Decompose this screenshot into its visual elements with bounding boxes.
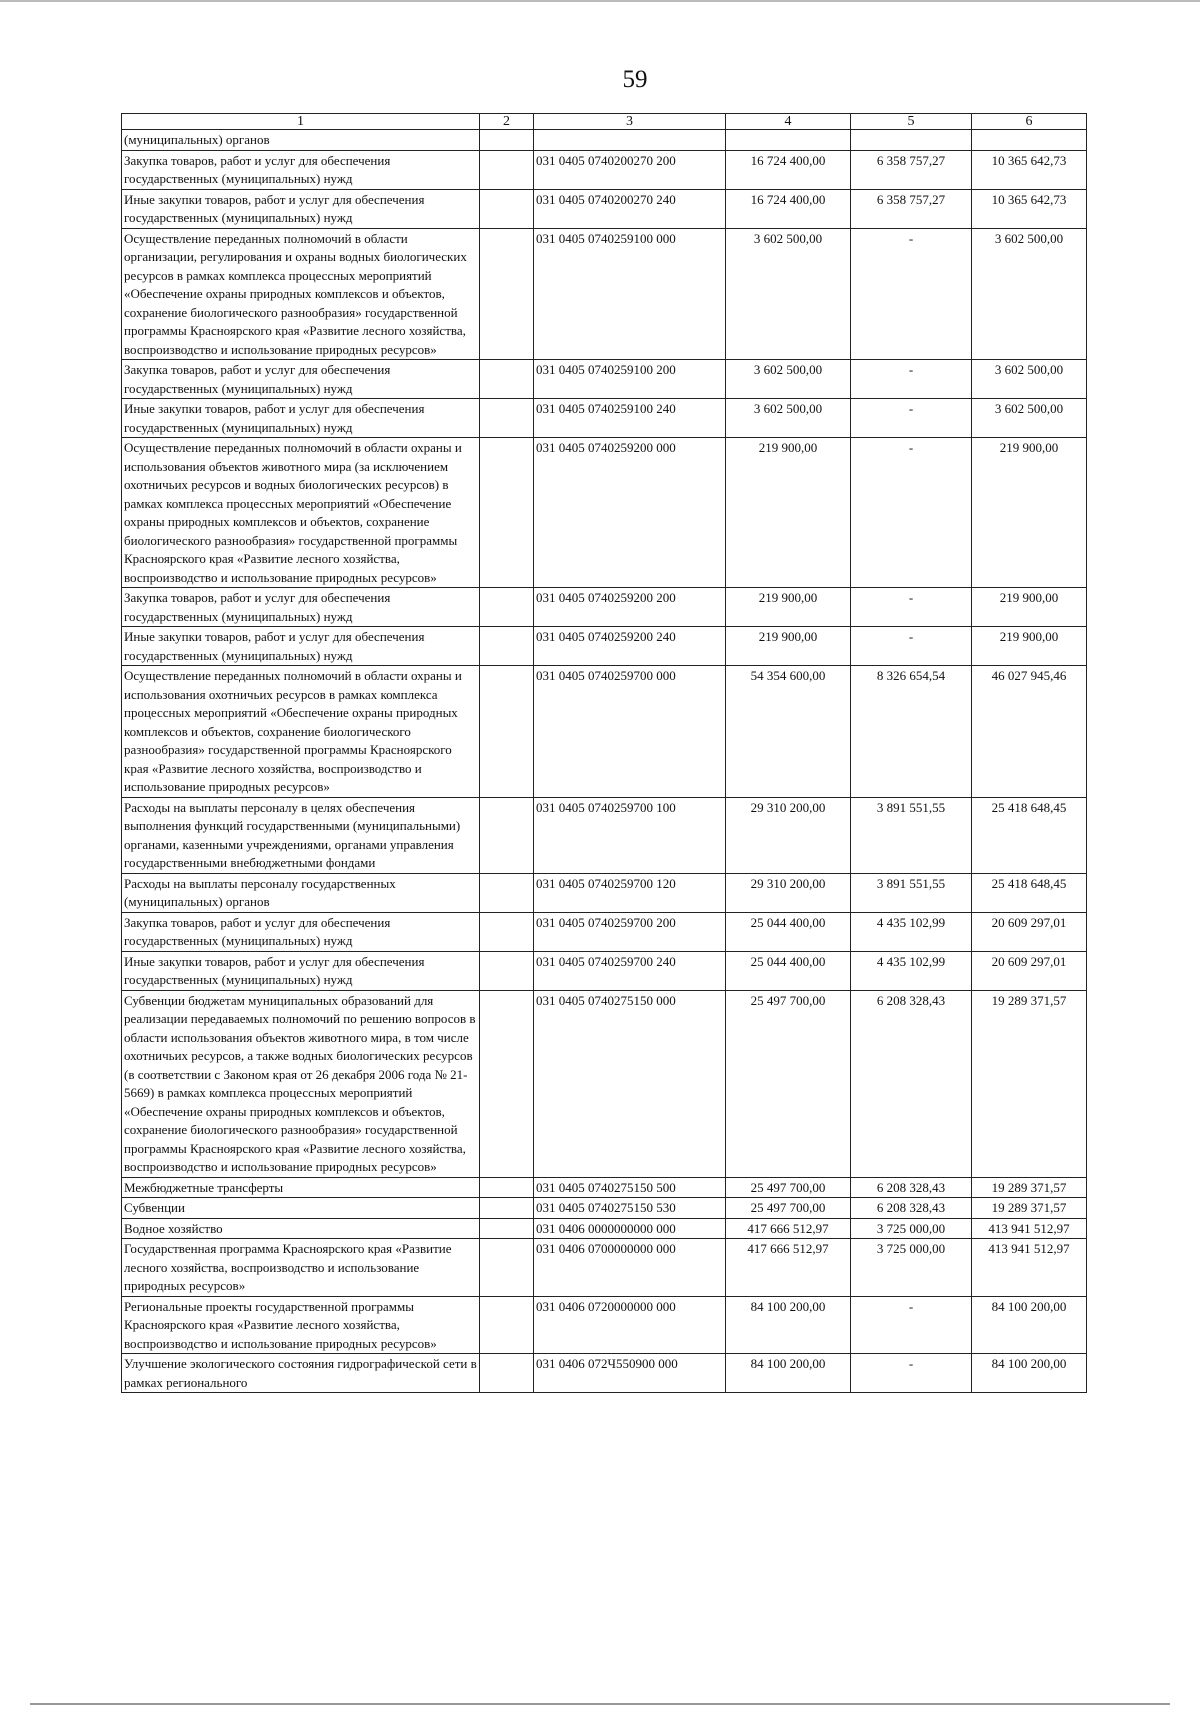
table-row: [122, 1177, 1087, 1198]
row-code-cell: 031 0406 0720000000 000: [534, 1296, 726, 1354]
row-name-cell: Осуществление переданных полномочий в области охраны и использования объектов животного мира (за исключением охотничьих ресурсов и водных биологических ресурсов) в рамках комплекса процессных мероприятий «Обеспечение охраны природных комплексов и объектов, сохранение биологического разнообразия» государственной программы Красноярского края «Развитие лесного хозяйства, воспроизводство и использование природных ресурсов»: [122, 438, 480, 588]
row-value-4-cell: 84 100 200,00: [726, 1296, 851, 1354]
row-value-5-cell: 6 358 757,27: [851, 189, 972, 228]
column-number-row: [122, 114, 1087, 130]
row-value-5-cell: -: [851, 1354, 972, 1393]
row-name-cell: Региональные проекты государственной программы Красноярского края «Развитие лесного хозяйства, воспроизводство и использование природных ресурсов»: [122, 1296, 480, 1354]
row-value-6-cell: 219 900,00: [972, 438, 1087, 588]
table-row: [122, 1218, 1087, 1239]
row-value-4-cell: 25 497 700,00: [726, 990, 851, 1177]
row-value-5-cell: 3 725 000,00: [851, 1239, 972, 1297]
table-row: [122, 1296, 1087, 1354]
column-header: 4: [726, 114, 851, 130]
row-col2-cell: [480, 438, 534, 588]
table-row: [122, 990, 1087, 1177]
table-row: [122, 1354, 1087, 1393]
row-value-6-cell: 25 418 648,45: [972, 797, 1087, 873]
row-value-5-cell: 3 891 551,55: [851, 873, 972, 912]
row-code-cell: 031 0405 0740259100 000: [534, 228, 726, 360]
page-number: 59: [622, 66, 648, 93]
row-value-4-cell: 25 044 400,00: [726, 951, 851, 990]
row-col2-cell: [480, 189, 534, 228]
row-value-6-cell: 3 602 500,00: [972, 228, 1087, 360]
row-name-cell: Улучшение экологического состояния гидрографической сети в рамках регионального: [122, 1354, 480, 1393]
row-value-5-cell: 6 358 757,27: [851, 150, 972, 189]
row-code-cell: 031 0406 0000000000 000: [534, 1218, 726, 1239]
row-value-6-cell: [972, 130, 1087, 151]
row-name-cell: Закупка товаров, работ и услуг для обеспечения государственных (муниципальных) нужд: [122, 912, 480, 951]
row-name-cell: Субвенции бюджетам муниципальных образований для реализации передаваемых полномочий по решению вопросов в области использования объектов животного мира, в том числе охотничьих ресурсов, а также водных биологических ресурсов (в соответствии с Законом края от 26 декабря 2006 года № 21-5669) в рамках комплекса процессных мероприятий «Обеспечение охраны природных комплексов и объектов, сохранение биологического разнообразия» государственной программы Красноярского края «Развитие лесного хозяйства, воспроизводство и использование природных ресурсов»: [122, 990, 480, 1177]
row-code-cell: 031 0405 0740275150 500: [534, 1177, 726, 1198]
row-value-5-cell: -: [851, 360, 972, 399]
row-value-4-cell: 16 724 400,00: [726, 150, 851, 189]
row-value-5-cell: -: [851, 588, 972, 627]
row-name-cell: Субвенции: [122, 1198, 480, 1219]
row-value-6-cell: 10 365 642,73: [972, 189, 1087, 228]
row-value-6-cell: 46 027 945,46: [972, 666, 1087, 798]
table-row: [122, 360, 1087, 399]
row-value-5-cell: 6 208 328,43: [851, 990, 972, 1177]
row-value-4-cell: [726, 130, 851, 151]
row-value-5-cell: 3 725 000,00: [851, 1218, 972, 1239]
table-row: [122, 189, 1087, 228]
row-name-cell: Государственная программа Красноярского края «Развитие лесного хозяйства, воспроизводство и использование природных ресурсов»: [122, 1239, 480, 1297]
table-row: [122, 912, 1087, 951]
row-name-cell: Межбюджетные трансферты: [122, 1177, 480, 1198]
row-value-6-cell: 25 418 648,45: [972, 873, 1087, 912]
row-name-cell: Иные закупки товаров, работ и услуг для обеспечения государственных (муниципальных) нужд: [122, 627, 480, 666]
row-value-5-cell: -: [851, 228, 972, 360]
row-value-5-cell: [851, 130, 972, 151]
row-code-cell: 031 0405 0740259700 000: [534, 666, 726, 798]
row-code-cell: 031 0405 0740259700 100: [534, 797, 726, 873]
row-value-4-cell: 29 310 200,00: [726, 797, 851, 873]
row-col2-cell: [480, 150, 534, 189]
row-col2-cell: [480, 1296, 534, 1354]
row-name-cell: Осуществление переданных полномочий в области охраны и использования охотничьих ресурсов в рамках комплекса процессных мероприятий «Обеспечение охраны природных комплексов и объектов, сохранение биологического разнообразия» государственной программы Красноярского края «Развитие лесного хозяйства, воспроизводство и использование природных ресурсов»: [122, 666, 480, 798]
row-code-cell: 031 0406 0700000000 000: [534, 1239, 726, 1297]
row-value-5-cell: 4 435 102,99: [851, 951, 972, 990]
row-value-6-cell: 413 941 512,97: [972, 1239, 1087, 1297]
row-code-cell: 031 0406 072Ч550900 000: [534, 1354, 726, 1393]
row-value-4-cell: 3 602 500,00: [726, 399, 851, 438]
row-value-5-cell: -: [851, 438, 972, 588]
row-name-cell: Закупка товаров, работ и услуг для обеспечения государственных (муниципальных) нужд: [122, 150, 480, 189]
row-value-5-cell: -: [851, 399, 972, 438]
row-value-4-cell: 29 310 200,00: [726, 873, 851, 912]
row-value-6-cell: 219 900,00: [972, 627, 1087, 666]
row-value-4-cell: 54 354 600,00: [726, 666, 851, 798]
table-row: [122, 130, 1087, 151]
row-code-cell: 031 0405 0740200270 200: [534, 150, 726, 189]
table-row: [122, 1239, 1087, 1297]
row-col2-cell: [480, 951, 534, 990]
row-value-5-cell: 6 208 328,43: [851, 1198, 972, 1219]
row-value-4-cell: 219 900,00: [726, 627, 851, 666]
row-col2-cell: [480, 666, 534, 798]
row-value-6-cell: 84 100 200,00: [972, 1296, 1087, 1354]
table-row: [122, 588, 1087, 627]
row-value-5-cell: -: [851, 1296, 972, 1354]
row-value-5-cell: 6 208 328,43: [851, 1177, 972, 1198]
row-col2-cell: [480, 912, 534, 951]
row-value-5-cell: 4 435 102,99: [851, 912, 972, 951]
row-value-4-cell: 25 497 700,00: [726, 1177, 851, 1198]
table-row: [122, 951, 1087, 990]
row-value-6-cell: 3 602 500,00: [972, 360, 1087, 399]
row-value-5-cell: 3 891 551,55: [851, 797, 972, 873]
row-col2-cell: [480, 627, 534, 666]
row-value-4-cell: 3 602 500,00: [726, 228, 851, 360]
row-col2-cell: [480, 360, 534, 399]
column-header: 6: [972, 114, 1087, 130]
row-value-4-cell: 84 100 200,00: [726, 1354, 851, 1393]
row-col2-cell: [480, 873, 534, 912]
row-name-cell: Расходы на выплаты персоналу государственных (муниципальных) органов: [122, 873, 480, 912]
row-col2-cell: [480, 1239, 534, 1297]
row-col2-cell: [480, 588, 534, 627]
bottom-scan-edge: [30, 1703, 1170, 1705]
table-row: [122, 150, 1087, 189]
table-row: [122, 399, 1087, 438]
row-code-cell: 031 0405 0740259700 120: [534, 873, 726, 912]
row-col2-cell: [480, 130, 534, 151]
row-value-6-cell: 413 941 512,97: [972, 1218, 1087, 1239]
row-col2-cell: [480, 1177, 534, 1198]
table-row: [122, 797, 1087, 873]
row-value-4-cell: 417 666 512,97: [726, 1239, 851, 1297]
row-name-cell: Водное хозяйство: [122, 1218, 480, 1239]
row-name-cell: Иные закупки товаров, работ и услуг для обеспечения государственных (муниципальных) нужд: [122, 951, 480, 990]
column-header: 1: [122, 114, 480, 130]
row-name-cell: Иные закупки товаров, работ и услуг для обеспечения государственных (муниципальных) нужд: [122, 399, 480, 438]
row-value-6-cell: 3 602 500,00: [972, 399, 1087, 438]
row-code-cell: [534, 130, 726, 151]
row-name-cell: Расходы на выплаты персоналу в целях обеспечения выполнения функций государственными (муниципальными) органами, казенными учреждениями, органами управления государственными внебюджетными фондами: [122, 797, 480, 873]
row-code-cell: 031 0405 0740259100 200: [534, 360, 726, 399]
row-value-6-cell: 20 609 297,01: [972, 951, 1087, 990]
row-name-cell: Осуществление переданных полномочий в области организации, регулирования и охраны водных биологических ресурсов в рамках комплекса процессных мероприятий «Обеспечение охраны природных комплексов и объектов, сохранение биологического разнообразия» государственной программы Красноярского края «Развитие лесного хозяйства, воспроизводство и использование природных ресурсов»: [122, 228, 480, 360]
row-value-5-cell: 8 326 654,54: [851, 666, 972, 798]
top-scan-edge: [0, 0, 1200, 2]
row-value-6-cell: 19 289 371,57: [972, 1198, 1087, 1219]
row-col2-cell: [480, 399, 534, 438]
row-code-cell: 031 0405 0740259200 200: [534, 588, 726, 627]
row-code-cell: 031 0405 0740259700 240: [534, 951, 726, 990]
table-row: [122, 228, 1087, 360]
row-code-cell: 031 0405 0740275150 530: [534, 1198, 726, 1219]
row-value-6-cell: 10 365 642,73: [972, 150, 1087, 189]
row-code-cell: 031 0405 0740259100 240: [534, 399, 726, 438]
row-value-4-cell: 3 602 500,00: [726, 360, 851, 399]
row-value-4-cell: 16 724 400,00: [726, 189, 851, 228]
row-col2-cell: [480, 1218, 534, 1239]
row-col2-cell: [480, 797, 534, 873]
row-name-cell: Иные закупки товаров, работ и услуг для обеспечения государственных (муниципальных) нужд: [122, 189, 480, 228]
row-value-4-cell: 219 900,00: [726, 438, 851, 588]
row-col2-cell: [480, 1354, 534, 1393]
column-header: 3: [534, 114, 726, 130]
row-value-6-cell: 84 100 200,00: [972, 1354, 1087, 1393]
column-header: 5: [851, 114, 972, 130]
row-code-cell: 031 0405 0740200270 240: [534, 189, 726, 228]
table-row: [122, 438, 1087, 588]
table-row: [122, 1198, 1087, 1219]
row-code-cell: 031 0405 0740259700 200: [534, 912, 726, 951]
row-code-cell: 031 0405 0740259200 240: [534, 627, 726, 666]
column-header: 2: [480, 114, 534, 130]
row-value-4-cell: 417 666 512,97: [726, 1218, 851, 1239]
table-row: [122, 873, 1087, 912]
row-name-cell: (муниципальных) органов: [122, 130, 480, 151]
row-col2-cell: [480, 228, 534, 360]
row-value-4-cell: 25 044 400,00: [726, 912, 851, 951]
table-row: [122, 666, 1087, 798]
row-col2-cell: [480, 990, 534, 1177]
row-value-6-cell: 19 289 371,57: [972, 990, 1087, 1177]
row-code-cell: 031 0405 0740275150 000: [534, 990, 726, 1177]
row-value-6-cell: 19 289 371,57: [972, 1177, 1087, 1198]
row-value-4-cell: 219 900,00: [726, 588, 851, 627]
row-name-cell: Закупка товаров, работ и услуг для обеспечения государственных (муниципальных) нужд: [122, 360, 480, 399]
table-body: [122, 130, 1087, 1393]
row-value-5-cell: -: [851, 627, 972, 666]
row-value-6-cell: 20 609 297,01: [972, 912, 1087, 951]
row-col2-cell: [480, 1198, 534, 1219]
budget-table: [121, 113, 1087, 1393]
row-value-4-cell: 25 497 700,00: [726, 1198, 851, 1219]
row-value-6-cell: 219 900,00: [972, 588, 1087, 627]
row-name-cell: Закупка товаров, работ и услуг для обеспечения государственных (муниципальных) нужд: [122, 588, 480, 627]
row-code-cell: 031 0405 0740259200 000: [534, 438, 726, 588]
table-row: [122, 627, 1087, 666]
